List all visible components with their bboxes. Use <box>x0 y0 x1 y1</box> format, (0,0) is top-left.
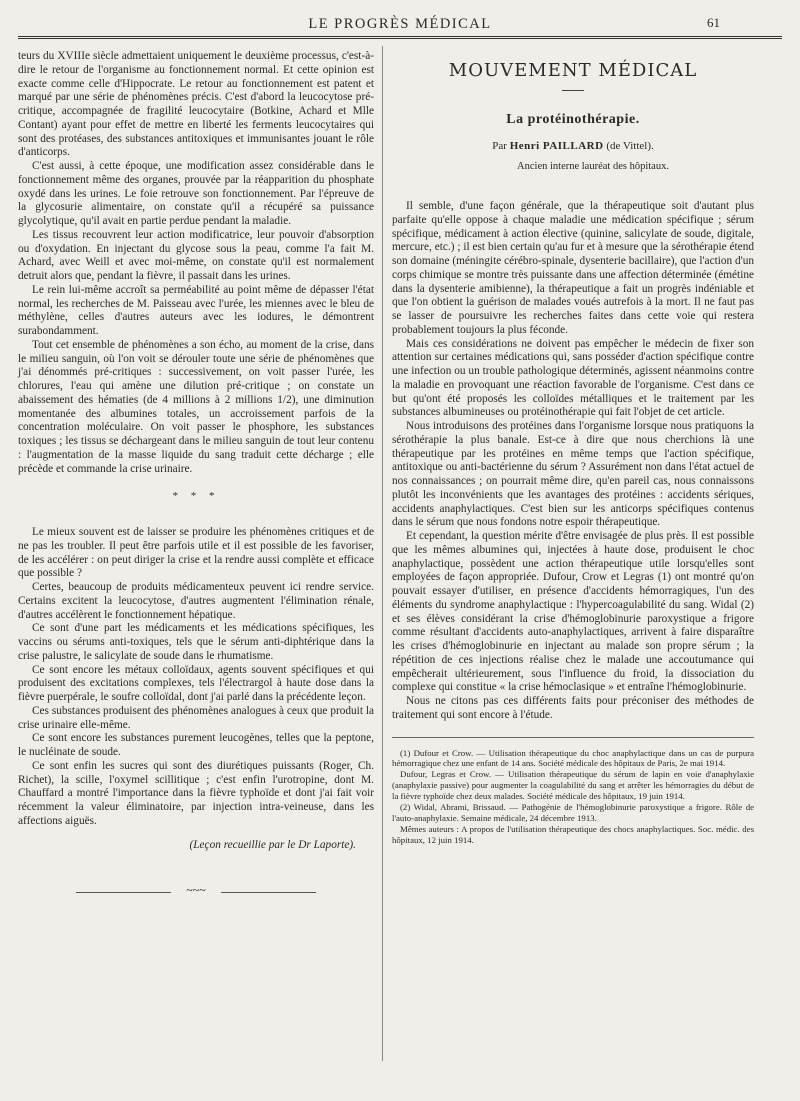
journal-title: LE PROGRÈS MÉDICAL <box>308 16 492 32</box>
paragraph: Et cependant, la question mérite d'être envisagée de plus près. Il est possible que les mêmes albumines qui, injectées à haute dose, produisent le choc anaphylactique, possèdent une action thérapeutique utile lorsqu'elles sont employées de façon appropriée. Dufour, Crow et Legras (1) ont montré qu'on pouvait essayer d'utiliser, en présence d'accidents hémorragiques, l'un des éléments du syndrome anaphylactique : l'hypercoagulabilité du sang. Widal (2) et ses élèves considérant la crise d'hémoglobinurie paroxystique a frigore comme résultant d'accidents auto-anaphylactiques, arrivent à faire disparaître les crises d'hémoglobinurie en injectant au malade son propre sérum ; la répétition de ces injections réalise chez le malade une accoutumance qui empêcherait ultérieurement, sous l'influence du froid, la dissociation du complexe qui constitue « la crise hémoclasique » et entraîne l'hémoglobinurie. <box>392 530 754 694</box>
section-heading-rule <box>562 90 584 91</box>
lecture-signature: (Leçon recueillie par le Dr Laporte). <box>189 838 356 851</box>
paragraph: Nous introduisons des protéines dans l'organisme lorsque nous pratiquons la sérothérapie la plus banale. Est-ce à dire que nous cherchions là une thérapeutique par les protéines en même temps que l'action spécifique, antitoxique ou anti-bactérienne du sérum ? Assurément non dans l'état actuel de nos connaissances ; on pourrait même dire, qu'en pareil cas, nous connaissons plutôt les inconvénients que les avantages des protéines : accidents sériques, accidents anaphylactiques. C'est bien sur les anticorps spécifiques contenus dans le sérum que nous fondons notre espoir thérapeutique. <box>392 420 754 529</box>
footnotes <box>392 748 754 846</box>
ornament-line-right <box>221 892 316 893</box>
paragraph: Nous ne citons pas ces différents faits pour préconiser des méthodes de traitement qui sont encore à l'étude. <box>392 695 754 721</box>
left-column <box>18 50 374 900</box>
footnote-rule <box>392 737 754 738</box>
right-column <box>392 50 754 846</box>
paragraph: Certes, beaucoup de produits médicamenteux peuvent ici rendre service. Certains excitent la leucocytose, d'autres augmentent l'élimination rénale, d'autres accélèrent le fonctionnement hépatique. <box>18 581 374 621</box>
running-head <box>18 14 782 36</box>
footnote: Dufour, Legras et Crow. — Utilisation thérapeutique du sérum de lapin en voie d'anaphylaxie (anaphylaxie passive) pour augmenter la coagulabilité du sang et arrêter les hémorragies du début de la fièvre typhoïde chez deux malades. Société médicale des hôpitaux, 19 juin 1914. <box>392 769 754 802</box>
byline-suffix: (de Vittel). <box>603 139 654 152</box>
paragraph: Le mieux souvent est de laisser se produire les phénomènes critiques et de ne pas les troubler. Il peut être parfois utile et il est possible de les favoriser, de les accélérer : on peut diriger la crise et la rendre aussi complète et efficace que possible ? <box>18 526 374 580</box>
paragraph: Ce sont encore les substances purement leucogènes, telles que la peptone, le nucléinate de soude. <box>18 732 374 758</box>
footnote: (2) Widal, Abrami, Brissaud. — Pathogénie de l'hémoglobinurie paroxystique a frigore. Rôle de l'auto-anaphylaxie. Semaine médicale, 24 décembre 1913. <box>392 802 754 823</box>
section-heading: MOUVEMENT MÉDICAL <box>448 60 698 81</box>
paragraph: Les tissus recouvrent leur action modificatrice, leur pouvoir d'absorption ou d'oxydation. En injectant du glycose sous la peau, comme l'a fait M. Achard, avec Weill et avec moi-même, on constate qu'il est normalement detruit alors que, pendant la fièvre, il passait dans les urines. <box>18 228 374 282</box>
column-divider <box>382 46 383 1061</box>
paragraph: Ces substances produisent des phénomènes analogues à ceux que produit la crise urinaire elle-même. <box>18 704 374 731</box>
byline <box>392 140 754 154</box>
paragraph: Ce sont enfin les sucres qui sont des diurétiques puissants (Roger, Ch. Richet), la scille, l'oxymel scillitique ; c'est enfin l'urotropine, dont M. Chauffard a montré l'importance dans la fièvre typhoïde et dont j'ai fait voir récemment la valeur éliminatoire, par injection intra-veineuse, dans les affections aiguës. <box>18 759 374 827</box>
ornament-line-left <box>76 892 171 893</box>
article-title: La protéinothérapie. <box>506 111 640 127</box>
page-number: 61 <box>707 15 720 30</box>
byline-prefix: Par <box>492 139 510 152</box>
paragraph: Tout cet ensemble de phénomènes a son écho, au moment de la crise, dans le milieu sanguin, où l'on voit se dérouler toute une série de phénomènes que j'ai dénommés pré-critiques : successivement, on voit passer l'urée, les chlorures, l'eau qui amène une dilution pré-critique ; on constate un abaissement des hématies (de 4 millions à 2 millions 1/2), une diminution momentanée des albumines totales, un accroissement parfois de la concentration moléculaire. On voit passer le phosphore, les substances toxiques ; les tissus se déchargeant dans le milieu sanguin de tout leur contenu : l'augmentation de la masse liquide du sang traduit cette décharge ; elle précède et commande la crise urinaire. <box>18 338 374 475</box>
section-separator: * * * <box>172 490 220 503</box>
paragraph: teurs du XVIIIe siècle admettaient uniquement le deuxième processus, c'est-à-dire le retour de l'organisme au fonctionnement normal. Et cette opinion est exacte comme celle d'Hippocrate. Le retour au fonctionnement est patent et marqué par une série de phénomènes précis. C'est d'abord la leucocytose pré-critique, accompagnée de fragilité leucocytaire (Botkine, Achard et Mlle Contant) ayant pour effet de mettre en liberté les ferments leucocytaires qui sont des protéases, des substances antitoxiques et immunisantes jouant le rôle d'anticorps. <box>18 50 374 159</box>
paragraph: Le rein lui-même accroît sa perméabilité au point même de dépasser l'état normal, les recherches de M. Paisseau avec l'urée, les miennes avec le bleu de méthylène, celles d'autres auteurs avec les iodures, le démontrent surabondamment. <box>18 283 374 337</box>
author-name: Henri PAILLARD <box>509 139 604 152</box>
paragraph: C'est aussi, à cette époque, une modification assez considérable dans le fonctionnement même des organes, prouvée par la réapparition du phosphate oxydé dans les urines. Le foie retrouve son fonctionnement. Par l'épreuve de la glycosurie alimentaire, on constate qu'il a récupéré sa puissance glycolytique, qu'il avait en partie perdue pendant la maladie. <box>18 160 374 227</box>
paragraph: Ce sont d'une part les médicaments et les médications spécifiques, les vaccins ou sérums anti-toxiques, tels que le sérum anti-diphtérique dans la crise palustre, le salicylate de soude dans le rhumatisme. <box>18 622 374 662</box>
footnote: (1) Dufour et Crow. — Utilisation thérapeutique du choc anaphylactique dans un cas de purpura hémorragique chez une enfant de 14 ans. Société médicale des hôpitaux de Paris, 2e mai 1914. <box>392 747 754 769</box>
header-rule <box>18 36 782 39</box>
paragraph: Ce sont encore les métaux colloïdaux, agents souvent spécifiques et qui produisent des excitations complexes, tels l'électrargol à haute dose dans la fièvre puerpérale, le soufre colloïdal, dont j'ai parlé dans la précédente leçon. <box>18 663 374 703</box>
author-affiliation: Ancien interne lauréat des hôpitaux. <box>517 161 669 173</box>
ornament-swirl: ~~~ <box>186 883 206 898</box>
end-ornament <box>76 883 316 900</box>
paragraph: Mais ces considérations ne doivent pas empêcher le médecin de fixer son attention sur certaines médications qui, sans posséder d'action spécifique contre une infection ou un trouble pathologique déterminés, agissent néanmoins contre la maladie en provoquant une réaction favorable de l'organisme. C'est dans ce but qu'ont été proposés les colloïdes métalliques et le traitement par les substances albumineuses ou protéinothérapie qui fait l'objet de cet article. <box>392 337 754 419</box>
paragraph: Il semble, d'une façon générale, que la thérapeutique soit d'autant plus parfaite qu'elle oppose à chaque maladie une médication spécifique ; sérum spécifique, médicament à action élective (quinine, salicylate de soude, digitale, mercure, etc.) ; il est bien certain qu'au fur et à mesure que la sérothérapie étend son domaine (méningite cérébro-spinale, dysenterie bacillaire), que l'action d'un corps chimique se montre très puissante dans une affection déterminée (émétine dans la dysenterie amibienne), la thérapeutique a fait un progrès indéniable et que l'on obtient la guérison de malades voués autrefois à la mort. Il ne faut pas se lasser de poursuivre les recherches faites dans cette voie qui restera probablement toujours la plus féconde. <box>392 200 754 336</box>
footnote: Mêmes auteurs : A propos de l'utilisation thérapeutique des chocs anaphylactiques. Soc. médic. des hôpitaux, 12 juin 1914. <box>392 823 754 845</box>
